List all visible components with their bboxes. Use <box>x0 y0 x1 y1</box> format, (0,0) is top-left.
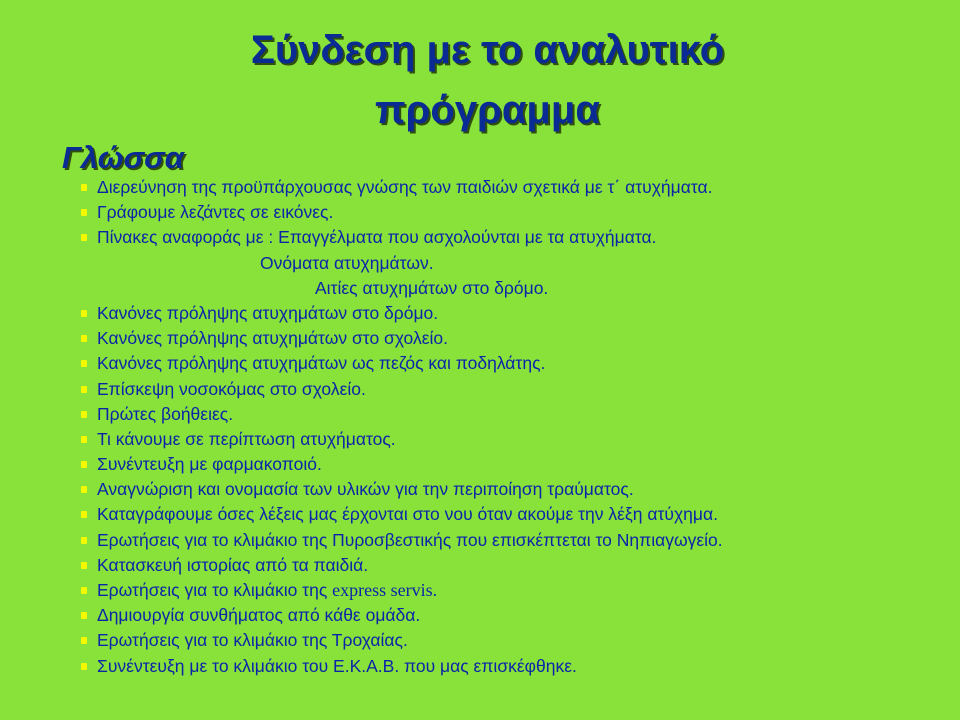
list-item-text: Διερεύνηση της προϋπάρχουσας γνώσης των παιδιών σχετικά με τ΄ ατυχήματα. <box>97 177 713 197</box>
list-item <box>60 351 940 376</box>
list-item <box>60 225 940 250</box>
list-item-text: Ερωτήσεις για το κλιμάκιο της Πυροσβεστικής που επισκέπτεται το Νηπιαγωγείο. <box>97 529 723 550</box>
list-item <box>60 452 940 477</box>
list-item <box>60 628 940 653</box>
page-title-line-2: πρόγραμμα <box>375 88 600 132</box>
list-item <box>60 502 940 527</box>
list-item <box>60 200 940 225</box>
curriculum-list <box>60 175 940 679</box>
list-item-suffix: express servis. <box>332 580 438 600</box>
bullet-icon <box>81 360 87 367</box>
bullet-icon <box>81 234 87 241</box>
list-item <box>60 402 940 427</box>
list-item <box>60 276 940 301</box>
list-item-text: Κανόνες πρόληψης ατυχημάτων στο σχολείο. <box>97 328 448 349</box>
list-item-text: Αιτίες ατυχημάτων στο δρόμο. <box>315 277 549 298</box>
list-item-text: Συνέντευξη με φαρμακοποιό. <box>97 454 322 475</box>
list-item-text: Ερωτήσεις για το κλιμάκιο της <box>97 580 333 600</box>
bullet-icon <box>81 637 87 644</box>
list-item <box>60 377 940 402</box>
list-item-text: Καταγράφουμε όσες λέξεις μας έρχονται στο νου όταν ακούμε την λέξη ατύχημα. <box>97 504 718 525</box>
list-item-text: Γράφουμε λεζάντες σε εικόνες. <box>97 202 334 223</box>
bullet-icon <box>81 411 87 418</box>
list-item <box>60 553 940 578</box>
list-item <box>60 528 940 553</box>
bullet-icon <box>81 461 87 468</box>
list-item <box>60 477 940 502</box>
list-item-text: Κατασκευή ιστορίας από τα παιδιά. <box>97 554 369 575</box>
page-title-line-1: Σύνδεση με το αναλυτικό <box>250 28 725 72</box>
list-item <box>60 175 940 200</box>
list-item-text: Κανόνες πρόληψης ατυχημάτων ως πεζός και ποδηλάτης. <box>97 353 546 374</box>
list-item-text: Επίσκεψη νοσοκόμας στο σχολείο. <box>97 378 366 399</box>
bullet-icon <box>81 436 87 443</box>
list-item <box>60 603 940 628</box>
bullet-icon <box>81 663 87 670</box>
list-item <box>60 427 940 452</box>
bullet-icon <box>81 310 87 317</box>
bullet-icon <box>81 511 87 518</box>
bullet-icon <box>81 537 87 544</box>
list-item-text: Συνέντευξη με το κλιμάκιο του Ε.Κ.Α.Β. που μας επισκέφθηκε. <box>97 655 577 676</box>
list-item <box>60 578 940 603</box>
list-item <box>60 251 940 276</box>
bullet-icon <box>81 209 87 216</box>
section-heading: Γλώσσα <box>62 140 184 175</box>
list-item <box>60 301 940 326</box>
list-item-text: Τι κάνουμε σε περίπτωση ατυχήματος. <box>97 428 396 449</box>
list-item-text: Ονόματα ατυχημάτων. <box>260 252 434 273</box>
list-item-text: Ερωτήσεις για το κλιμάκιο της Τροχαίας. <box>97 630 408 651</box>
list-item-text: Αναγνώριση και ονομασία των υλικών για την περιποίηση τραύματος. <box>97 479 634 500</box>
list-item <box>60 326 940 351</box>
bullet-icon <box>81 562 87 569</box>
list-item-text: Κανόνες πρόληψης ατυχημάτων στο δρόμο. <box>97 302 439 323</box>
list-item-text: Πίνακες αναφοράς με : Επαγγέλματα που ασχολούνται με τα ατυχήματα. <box>97 227 657 248</box>
bullet-icon <box>81 184 87 191</box>
list-item-text: Δημιουργία συνθήματος από κάθε ομάδα. <box>97 605 421 626</box>
bullet-icon <box>81 486 87 493</box>
bullet-icon <box>81 335 87 342</box>
list-item-text: Πρώτες βοήθειες. <box>97 403 234 424</box>
list-item <box>60 654 940 679</box>
bullet-icon <box>81 386 87 393</box>
bullet-icon <box>81 612 87 619</box>
bullet-icon <box>81 587 87 594</box>
